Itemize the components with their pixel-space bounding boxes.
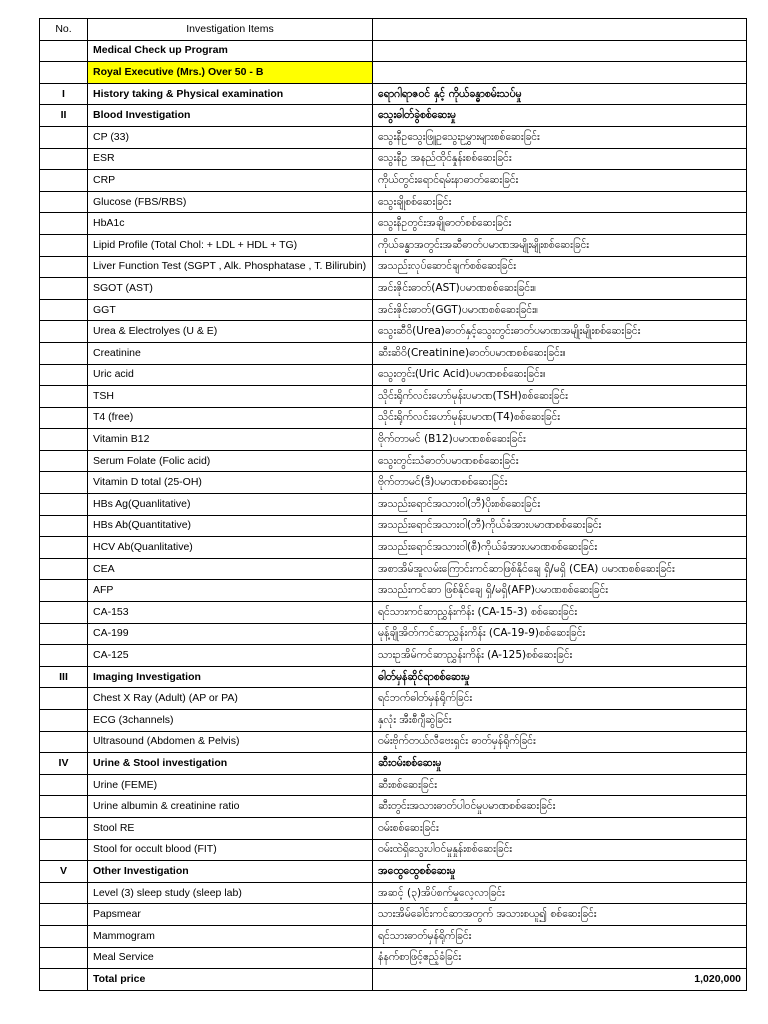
row-number [40, 342, 88, 364]
table-row [40, 213, 747, 235]
table-row [40, 256, 747, 278]
investigation-name: Urine (FEME) [88, 774, 373, 796]
row-number [40, 817, 88, 839]
table-row [40, 688, 747, 710]
investigation-desc: ဝမ်းဗိုက်တယ်လီဗေးရှင်း ဓာတ်မှန်ရိုက်ခြင်း [373, 731, 747, 753]
table-row [40, 839, 747, 861]
investigation-name: Creatinine [88, 342, 373, 364]
investigation-name: ESR [88, 148, 373, 170]
investigation-name: Uric acid [88, 364, 373, 386]
row-number [40, 882, 88, 904]
investigation-desc: ရင်သားဓာတ်မှန်ရိုက်ခြင်း [373, 925, 747, 947]
investigation-desc: သွေးနီဥ အနည်ထိုင်နှုန်းစစ်ဆေးခြင်း [373, 148, 747, 170]
table-row [40, 126, 747, 148]
investigation-name: HCV Ab(Quanlitative) [88, 537, 373, 559]
table-row [40, 796, 747, 818]
investigation-name: GGT [88, 299, 373, 321]
section-row [40, 83, 747, 105]
row-number [40, 170, 88, 192]
investigation-name: TSH [88, 386, 373, 408]
row-number [40, 234, 88, 256]
total-row [40, 969, 747, 991]
investigation-name: CRP [88, 170, 373, 192]
investigation-desc: အသည်းရောင်အသားဝါ(ဘီ)ကိုယ်ခံအားပမာဏစစ်ဆေးခြင်း [373, 515, 747, 537]
section-number: V [40, 861, 88, 883]
investigation-name: CP (33) [88, 126, 373, 148]
table-row [40, 710, 747, 732]
investigation-desc: အသည်းရောင်အသားဝါ(စီ)ကိုယ်ခံအားပမာဏစစ်ဆေးခြင်း [373, 537, 747, 559]
row-number [40, 299, 88, 321]
table-row [40, 817, 747, 839]
row-number [40, 839, 88, 861]
row-number [40, 148, 88, 170]
row-number [40, 602, 88, 624]
investigation-desc: သွေးနီဥသွေးဖြူဥသွေးဥမွှားများစစ်ဆေးခြင်း [373, 126, 747, 148]
investigation-name: SGOT (AST) [88, 278, 373, 300]
investigation-name: Vitamin D total (25-OH) [88, 472, 373, 494]
investigation-name: Papsmear [88, 904, 373, 926]
investigation-name: ECG (3channels) [88, 710, 373, 732]
table-row [40, 278, 747, 300]
row-number [40, 364, 88, 386]
row-number [40, 278, 88, 300]
investigation-desc: ရင်သားကင်ဆာညွှန်းကိန်း (CA-15-3) စစ်ဆေးခြင်း [373, 602, 747, 624]
row-number [40, 688, 88, 710]
section-number: III [40, 666, 88, 688]
investigation-desc: အင်းဇိုင်းဓာတ်(AST)ပမာဏစစ်ဆေးခြင်း။ [373, 278, 747, 300]
section-number: IV [40, 753, 88, 775]
table-row [40, 321, 747, 343]
investigation-desc: သိုင်းရိုက်လင်းဟော်မုန်းပမာဏ(TSH)စစ်ဆေးခြင်း [373, 386, 747, 408]
row-number [40, 407, 88, 429]
row-number [40, 191, 88, 213]
investigation-name: T4 (free) [88, 407, 373, 429]
section-row [40, 753, 747, 775]
row-number [40, 515, 88, 537]
investigation-name: CEA [88, 558, 373, 580]
table-row [40, 558, 747, 580]
section-title-mm: ရောဂါရာဇဝင် နှင့် ကိုယ်ခန္ဓာစမ်းသပ်မှု [373, 83, 747, 105]
row-number [40, 731, 88, 753]
row-number [40, 904, 88, 926]
table-row [40, 148, 747, 170]
section-row [40, 861, 747, 883]
row-number [40, 710, 88, 732]
investigation-desc: အသည်းကင်ဆာ ဖြစ်နိုင်ချေ ရှိ/မရှိ(AFP)ပမာဏစစ်ဆေးခြင်း [373, 580, 747, 602]
investigation-name: Stool for occult blood (FIT) [88, 839, 373, 861]
investigation-desc: အစာအိမ်အူလမ်းကြောင်းကင်ဆာဖြစ်နိုင်ချေ ရှိ/မရှိ (CEA) ပမာဏစစ်ဆေးခြင်း [373, 558, 747, 580]
row-number [40, 537, 88, 559]
investigation-name: Urea & Electrolyes (U & E) [88, 321, 373, 343]
table-row [40, 472, 747, 494]
investigation-name: Ultrasound (Abdomen & Pelvis) [88, 731, 373, 753]
investigation-name: HbA1c [88, 213, 373, 235]
investigation-desc: ဝမ်းထဲရှိသွေးပါဝင်မှုနှုန်းစစ်ဆေးခြင်း [373, 839, 747, 861]
investigation-desc: ဆီးဆိဝိ(Creatinine)ဓာတ်ပမာဏစစ်ဆေးခြင်း။ [373, 342, 747, 364]
investigation-desc: မုန့်ချိုအိတ်ကင်ဆာညွှန်းကိန်း (CA-19-9)စစ်ဆေးခြင်း [373, 623, 747, 645]
program-title: Medical Check up Program [88, 40, 373, 62]
section-title-mm: ဓါတ်မှန်ဆိုင်ရာစစ်ဆေးမှု [373, 666, 747, 688]
investigation-name: CA-125 [88, 645, 373, 667]
table-row [40, 537, 747, 559]
total-price: 1,020,000 [373, 969, 747, 991]
program-row [40, 40, 747, 62]
investigation-desc: ကိုယ်တွင်းရောင်ရမ်းနာဓာတ်ဆေးခြင်း [373, 170, 747, 192]
section-title: Imaging Investigation [88, 666, 373, 688]
table-row [40, 947, 747, 969]
section-title-mm: အထွေထွေစစ်ဆေးမှု [373, 861, 747, 883]
investigation-desc: ကိုယ်ခန္ဓာအတွင်းအဆီဓာတ်ပမာဏအမျိုးမျိုးစစ်ဆေးခြင်း [373, 234, 747, 256]
section-title: History taking & Physical examination [88, 83, 373, 105]
investigation-desc: ဝမ်းစစ်ဆေးခြင်း [373, 817, 747, 839]
section-row [40, 666, 747, 688]
table-row [40, 494, 747, 516]
row-number [40, 645, 88, 667]
row-number [40, 580, 88, 602]
investigation-desc: သွေးချိုစစ်ဆေးခြင်း [373, 191, 747, 213]
row-number [40, 450, 88, 472]
investigation-desc: သားဥအိမ်ကင်ဆာညွှန်းကိန်း (A-125)စစ်ဆေးခြင်း [373, 645, 747, 667]
investigation-name: Level (3) sleep study (sleep lab) [88, 882, 373, 904]
table-row [40, 580, 747, 602]
investigation-desc: အင်းဇိုင်းဓာတ်(GGT)ပမာဏစစ်ဆေးခြင်း။ [373, 299, 747, 321]
investigation-desc: သိုင်းရိုက်လင်းဟော်မုန်းပမာဏ(T4)စစ်ဆေးခြင်း [373, 407, 747, 429]
table-row [40, 731, 747, 753]
table-row [40, 234, 747, 256]
table-row [40, 407, 747, 429]
investigation-desc: ဆီးစစ်ဆေးခြင်း [373, 774, 747, 796]
row-number [40, 774, 88, 796]
investigation-desc: သားအိမ်ခေါင်းကင်ဆာအတွက် အသားစယူ၍ စစ်ဆေးခြင်း [373, 904, 747, 926]
section-title-mm: သွေးဓါတ်ခွဲစစ်ဆေးမှု [373, 105, 747, 127]
package-row [40, 62, 747, 84]
investigation-name: Lipid Profile (Total Chol: + LDL + HDL + TG) [88, 234, 373, 256]
table-row [40, 299, 747, 321]
investigation-desc: ရင်ဘက်ဓါတ်မှန်ရိုက်ခြင်း [373, 688, 747, 710]
investigation-name: Stool RE [88, 817, 373, 839]
header-desc [373, 19, 747, 41]
table-row [40, 925, 747, 947]
row-number [40, 925, 88, 947]
investigation-name: Liver Function Test (SGPT , Alk. Phosphatase , T. Bilirubin) [88, 256, 373, 278]
investigation-desc: သွေးဆီဝိ(Urea)ဓာတ်နှင့်သွေးတွင်းဓာတ်ပမာဏအမျိုးမျိုးစစ်ဆေးခြင်း [373, 321, 747, 343]
section-title: Other Investigation [88, 861, 373, 883]
row-number [40, 472, 88, 494]
package-name: Royal Executive (Mrs.) Over 50 - B [88, 62, 373, 84]
investigation-desc: ဗိုက်တာမင် (B12)ပမာဏစစ်ဆေးခြင်း [373, 429, 747, 451]
row-number [40, 213, 88, 235]
investigation-desc: အသည်းရောင်အသားဝါ(ဘီ)ပိုးစစ်ဆေးခြင်း [373, 494, 747, 516]
investigation-desc: အဆင့် (၃)အိပ်စက်မှုလေ့လာခြင်း [373, 882, 747, 904]
investigation-name: HBs Ag(Quanlitative) [88, 494, 373, 516]
investigation-desc: နှလုံး အီးစီဂျီဆွဲခြင်း [373, 710, 747, 732]
row-number [40, 386, 88, 408]
investigation-desc: ဗိုက်တာမင်(ဒီ)ပမာဏစစ်ဆေးခြင်း [373, 472, 747, 494]
investigation-name: CA-153 [88, 602, 373, 624]
investigation-desc: အသည်းလုပ်ဆောင်ချက်စစ်ဆေးခြင်း [373, 256, 747, 278]
table-row [40, 515, 747, 537]
investigation-name: HBs Ab(Quantitative) [88, 515, 373, 537]
total-number [40, 969, 88, 991]
table-body [40, 19, 747, 991]
table-row [40, 450, 747, 472]
section-number: I [40, 83, 88, 105]
investigation-name: Serum Folate (Folic acid) [88, 450, 373, 472]
section-title-mm: ဆီးဝမ်းစစ်ဆေးမှု [373, 753, 747, 775]
investigation-name: Vitamin B12 [88, 429, 373, 451]
investigation-desc: နံနက်စာဖြင့်ဧည့်ခံခြင်း [373, 947, 747, 969]
investigation-desc: ဆီးတွင်းအသားဓာတ်ပါဝင်မှုပမာဏစစ်ဆေးခြင်း [373, 796, 747, 818]
investigation-name: AFP [88, 580, 373, 602]
table-row [40, 170, 747, 192]
row-number [40, 256, 88, 278]
investigation-desc: သွေးတွင်း(Uric Acid)ပမာဏစစ်ဆေးခြင်း။ [373, 364, 747, 386]
row-number [40, 126, 88, 148]
row-number [40, 321, 88, 343]
row-number [40, 796, 88, 818]
investigation-name: Chest X Ray (Adult) (AP or PA) [88, 688, 373, 710]
header-no: No. [40, 19, 88, 41]
section-number: II [40, 105, 88, 127]
table-row [40, 602, 747, 624]
table-row [40, 429, 747, 451]
row-number [40, 429, 88, 451]
investigation-table [39, 18, 747, 991]
table-row [40, 904, 747, 926]
total-label: Total price [88, 969, 373, 991]
header-items: Investigation Items [88, 19, 373, 41]
investigation-name: Meal Service [88, 947, 373, 969]
row-number [40, 623, 88, 645]
investigation-desc: သွေးနီဥတွင်းအချိုဓာတ်စစ်ဆေးခြင်း [373, 213, 747, 235]
investigation-name: Glucose (FBS/RBS) [88, 191, 373, 213]
investigation-name: Urine albumin & creatinine ratio [88, 796, 373, 818]
table-row [40, 342, 747, 364]
table-row [40, 882, 747, 904]
table-row [40, 623, 747, 645]
row-number [40, 947, 88, 969]
table-row [40, 364, 747, 386]
investigation-name: Mammogram [88, 925, 373, 947]
investigation-name: CA-199 [88, 623, 373, 645]
section-title: Urine & Stool investigation [88, 753, 373, 775]
investigation-desc: သွေးတွင်းသံဓာတ်ပမာဏစစ်ဆေးခြင်း [373, 450, 747, 472]
row-number [40, 494, 88, 516]
section-row [40, 105, 747, 127]
table-row [40, 774, 747, 796]
table-row [40, 645, 747, 667]
row-number [40, 558, 88, 580]
table-row [40, 191, 747, 213]
header-row [40, 19, 747, 41]
section-title: Blood Investigation [88, 105, 373, 127]
table-row [40, 386, 747, 408]
